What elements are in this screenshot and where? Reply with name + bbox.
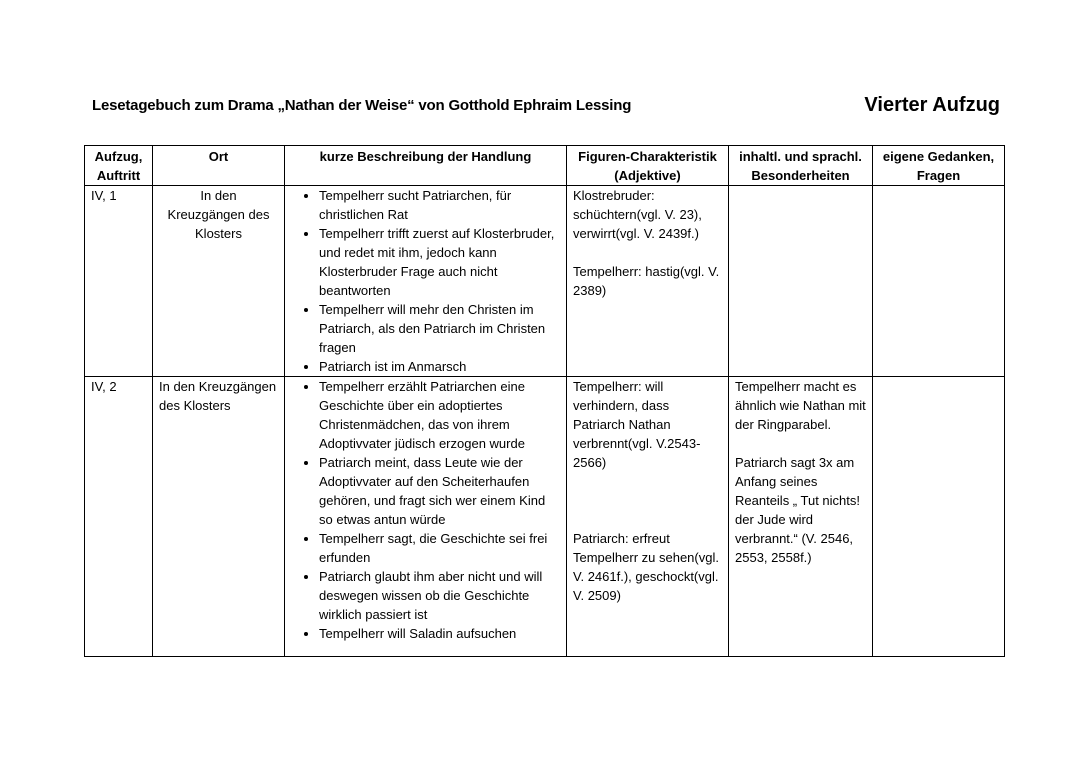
list-item: • Tempelherr sagt, die Geschichte sei frei erfunden bbox=[319, 529, 560, 567]
place-cell: In den Kreuzgängen des Klosters bbox=[153, 186, 285, 377]
actions-cell bbox=[285, 377, 567, 657]
list-item: • Patriarch ist im Anmarsch bbox=[319, 357, 560, 376]
table-header-row bbox=[85, 146, 1005, 186]
feature-note: Patriarch sagt 3x am Anfang seines Reanteils „ Tut nichts! der Jude wird verbrannt.“ (V. 2546, 2553, 2558f.) bbox=[735, 455, 860, 565]
column-header-scene: Aufzug, Auftritt bbox=[85, 146, 153, 186]
notes-cell bbox=[729, 377, 873, 657]
page-title: Lesetagebuch zum Drama „Nathan der Weise“ von Gotthold Ephraim Lessing bbox=[92, 97, 632, 114]
list-item: • Tempelherr will Saladin aufsuchen bbox=[319, 624, 560, 643]
table-row bbox=[85, 186, 1005, 377]
list-item: • Tempelherr trifft zuerst auf Klosterbruder, und redet mit ihm, jedoch kann Klosterbruder Frage auch nicht beantworten bbox=[319, 224, 560, 300]
act-heading: Vierter Aufzug bbox=[864, 94, 1000, 116]
list-item: • Patriarch glaubt ihm aber nicht und will deswegen wissen ob die Geschichte wirklich passiert ist bbox=[319, 567, 560, 624]
column-header-actions: kurze Beschreibung der Handlung bbox=[285, 146, 567, 186]
notes-cell bbox=[729, 186, 873, 377]
column-header-characters: Figuren-Charakteristik (Adjektive) bbox=[567, 146, 729, 186]
thoughts-cell bbox=[873, 186, 1005, 377]
column-header-notes: inhaltl. und sprachl. Besonderheiten bbox=[729, 146, 873, 186]
reading-diary-table bbox=[84, 145, 1005, 657]
character-note: Klostrebruder: schüchtern(vgl. V. 23), verwirrt(vgl. V. 2439f.) bbox=[573, 188, 702, 241]
column-header-place: Ort bbox=[153, 146, 285, 186]
list-item: • Patriarch meint, dass Leute wie der Adoptivvater auf den Scheiterhaufen gehören, und fragt sich wer einem Kind so etwas antun würde bbox=[319, 453, 560, 529]
thoughts-cell bbox=[873, 377, 1005, 657]
column-header-thoughts: eigene Gedanken, Fragen bbox=[873, 146, 1005, 186]
place-cell: In den Kreuzgängen des Klosters bbox=[153, 377, 285, 657]
table-row bbox=[85, 377, 1005, 657]
character-note: Patriarch: erfreut Tempelherr zu sehen(vgl. V. 2461f.), geschockt(vgl. V. 2509) bbox=[573, 531, 719, 603]
character-note: Tempelherr: will verhindern, dass Patriarch Nathan verbrennt(vgl. V.2543-2566) bbox=[573, 379, 701, 470]
list-item: • Tempelherr sucht Patriarchen, für christlichen Rat bbox=[319, 186, 560, 224]
list-item: • Tempelherr erzählt Patriarchen eine Geschichte über ein adoptiertes Christenmädchen, das von ihrem Adoptivvater jüdisch erzogen wurde bbox=[319, 377, 560, 453]
scene-cell: IV, 1 bbox=[85, 186, 153, 377]
feature-note: Tempelherr macht es ähnlich wie Nathan mit der Ringparabel. bbox=[735, 379, 866, 432]
characters-cell bbox=[567, 377, 729, 657]
characters-cell bbox=[567, 186, 729, 377]
actions-list bbox=[291, 377, 560, 643]
list-item: • Tempelherr will mehr den Christen im Patriarch, als den Patriarch im Christen fragen bbox=[319, 300, 560, 357]
actions-list bbox=[291, 186, 560, 376]
actions-cell bbox=[285, 186, 567, 377]
character-note: Tempelherr: hastig(vgl. V. 2389) bbox=[573, 264, 720, 298]
scene-cell: IV, 2 bbox=[85, 377, 153, 657]
